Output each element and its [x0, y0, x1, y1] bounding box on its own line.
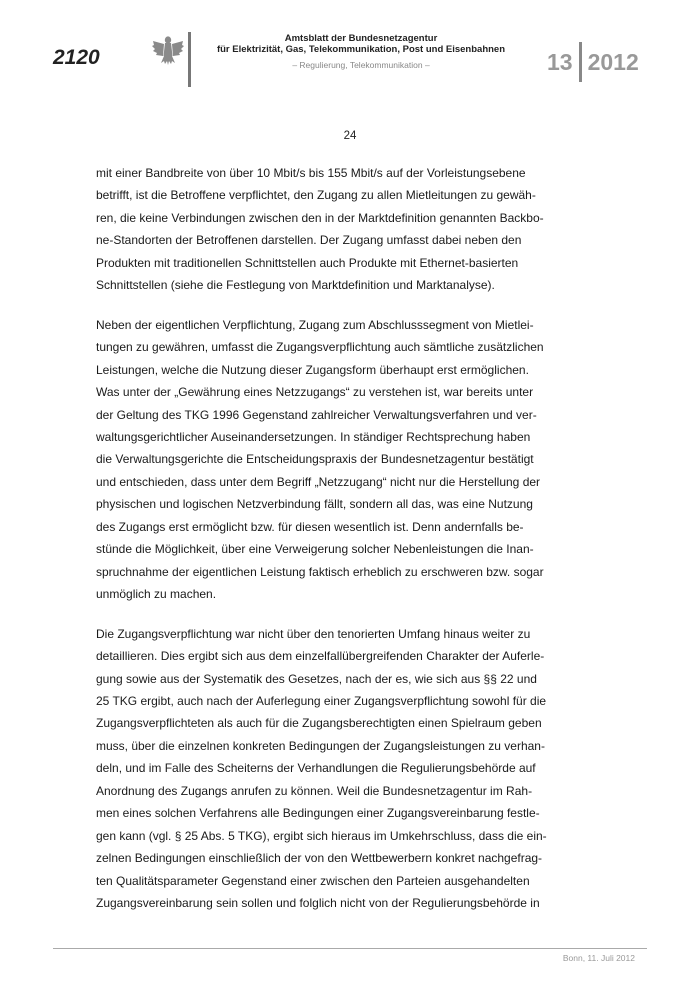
text-line: Leistungen, welche die Nutzung dieser Zugangsform überhaupt erst ermöglichen. — [96, 362, 529, 377]
page-number: 2120 — [53, 46, 100, 69]
text-line: Anordnung des Zugangs anrufen zu können. Weil die Bundesnetzagentur im Rah- — [96, 783, 533, 798]
text-line: Produkten mit traditionellen Schnittstellen auch Produkte mit Ethernet-basierten — [96, 255, 519, 270]
text-line: Was unter der „Gewährung eines Netzzugangs“ zu verstehen ist, war bereits unter — [96, 385, 534, 400]
text-line: tungen zu gewähren, umfasst die Zugangsverpflichtung auch sämtliche zusätzlichen — [96, 340, 544, 355]
text-line: zelnen Bedingungen einschließlich der von den Wettbewerbern konkret nachgefrag- — [96, 851, 543, 866]
masthead-title-line1: Amtsblatt der Bundesnetzagentur — [284, 33, 438, 44]
text-line: unmöglich zu machen. — [96, 587, 217, 602]
text-line: ren, die keine Verbindungen zwischen den in der Marktdefinition genannten Backbo- — [96, 210, 544, 225]
text-line: Zugangsvereinbarung sein sollen und folglich nicht von der Regulierungsbehörde in — [96, 896, 540, 911]
issue-divider — [579, 42, 582, 82]
issue-number: 13 — [547, 48, 573, 75]
masthead-title-line2: für Elektrizität, Gas, Telekommunikation, Post und Eisenbahnen — [216, 44, 506, 55]
issue-year: 2012 — [587, 48, 639, 75]
text-line: waltungsgerichtlicher Auseinandersetzungen. In ständiger Rechtsprechung haben — [96, 429, 531, 444]
text-line: und entschieden, dass unter dem Begriff „Netzzugang“ nicht nur die Herstellung der — [96, 474, 541, 489]
text-line: Neben der eigentlichen Verpflichtung, Zugang zum Abschlusssegment von Mietlei- — [96, 317, 534, 332]
text-line: stünde die Möglichkeit, über eine Verweigerung solcher Nebenleistungen die Inan- — [96, 542, 534, 557]
paragraph — [96, 314, 600, 606]
footer-place-date: Bonn, 11. Juli 2012 — [562, 953, 635, 963]
text-line: gung sowie aus der Systematik des Gesetzes, nach der es, wie sich aus §§ 22 und — [96, 671, 537, 686]
text-line: muss, über die einzelnen konkreten Bedingungen der Zugangsleistungen zu verhan- — [96, 738, 545, 753]
text-line: betrifft, ist die Betroffene verpflichtet, den Zugang zu allen Mietleitungen zu gewäh- — [96, 188, 536, 203]
masthead-subtitle: – Regulierung, Telekommunikation – — [292, 60, 430, 70]
text-line: gen kann (vgl. § 25 Abs. 5 TKG), ergibt sich hieraus im Umkehrschluss, dass die ein- — [96, 828, 547, 843]
text-line: ten Qualitätsparameter Gegenstand einer zwischen den Parteien ausgehandelten — [96, 873, 530, 888]
text-line: der Geltung des TKG 1996 Gegenstand zahlreicher Verwaltungsverfahren und ver- — [96, 407, 537, 422]
text-line: deln, und im Falle des Scheiterns der Verhandlungen die Regulierungsbehörde auf — [96, 761, 536, 776]
issue-label — [547, 42, 639, 82]
text-line: Zugangsverpflichteten als auch für die Zugangsberechtigten einen Spielraum geben — [96, 716, 542, 731]
inner-page-number: 24 — [343, 130, 357, 142]
text-line: spruchnahme der eigentlichen Leistung faktisch erheblich zu erschweren bzw. sogar — [96, 564, 544, 579]
masthead — [196, 33, 526, 70]
federal-eagle-icon — [150, 32, 186, 68]
text-line: 25 TKG ergibt, auch nach der Auferlegung einer Zugangsverpflichtung sowohl für die — [96, 693, 547, 708]
text-line: men eines solchen Verfahrens alle Bedingungen einer Zugangsvereinbarung festle- — [96, 806, 540, 821]
body-text — [96, 162, 600, 932]
text-line: des Zugangs erst ermöglicht bzw. für diesen wesentlich ist. Denn andernfalls be- — [96, 519, 524, 534]
text-line: die Verwaltungsgerichte die Entscheidungspraxis der Bundesnetzagentur bestätigt — [96, 452, 534, 467]
text-line: ne-Standorten der Betroffenen darstellen. Der Zugang umfasst dabei neben den — [96, 233, 522, 248]
text-line: Schnittstellen (siehe die Festlegung von Marktdefinition und Marktanalyse). — [96, 278, 495, 293]
header-divider — [188, 32, 191, 87]
footer-divider — [53, 948, 647, 949]
text-line: Die Zugangsverpflichtung war nicht über den tenorierten Umfang hinaus weiter zu — [96, 626, 531, 641]
text-line: physischen und logischen Netzverbindung fällt, sondern all das, was eine Nutzung — [96, 497, 533, 512]
text-line: mit einer Bandbreite von über 10 Mbit/s bis 155 Mbit/s auf der Vorleistungsebene — [96, 166, 526, 180]
paragraph — [96, 162, 600, 297]
paragraph — [96, 623, 600, 915]
text-line: detaillieren. Dies ergibt sich aus dem einzelfallübergreifenden Charakter der Auferle- — [96, 649, 545, 664]
